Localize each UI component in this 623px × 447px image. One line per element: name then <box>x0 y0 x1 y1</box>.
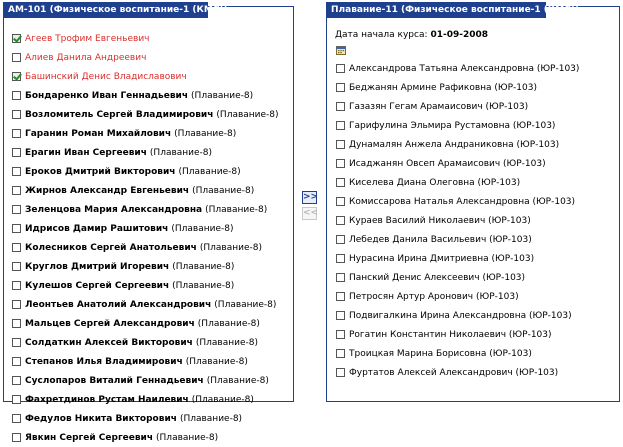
enrolled-student-row[interactable] <box>336 173 615 192</box>
student-checkbox[interactable] <box>12 262 21 271</box>
student-name: Возломитель Сергей Владимирович <box>25 109 214 120</box>
student-name: Башинский Денис Владиславович <box>25 71 187 82</box>
student-name: Алиев Данила Андреевич <box>25 52 147 63</box>
student-checkbox[interactable] <box>336 102 345 111</box>
student-checkbox[interactable] <box>12 129 21 138</box>
student-checkbox[interactable] <box>12 34 21 43</box>
student-row[interactable] <box>12 371 289 390</box>
student-row[interactable] <box>12 219 289 238</box>
enrolled-student-row[interactable] <box>336 287 615 306</box>
source-student-list <box>12 29 289 447</box>
student-row[interactable] <box>12 314 289 333</box>
student-name: Бондаренко Иван Геннадьевич <box>25 90 189 101</box>
student-name: Солдаткин Алексей Викторович <box>25 337 193 348</box>
student-row[interactable] <box>12 162 289 181</box>
student-row[interactable] <box>12 295 289 314</box>
student-checkbox[interactable] <box>12 91 21 100</box>
student-name: Круглов Дмитрий Игоревич <box>25 261 170 272</box>
student-checkbox[interactable] <box>336 64 345 73</box>
student-group: (Плавание-8) <box>206 375 269 386</box>
move-left-button[interactable]: << <box>303 208 319 218</box>
enrolled-student-name: Подвигалкина Ирина Александровна (ЮР-103) <box>349 310 572 321</box>
enrolled-student-name: Нурасина Ирина Дмитриевна (ЮР-103) <box>349 253 535 264</box>
student-group: (Плавание-8) <box>149 147 213 158</box>
enrolled-student-row[interactable] <box>336 154 615 173</box>
student-name: Кулешов Сергей Сергеевич <box>25 280 170 291</box>
student-group: (Плавание-8) <box>179 413 243 424</box>
student-checkbox[interactable] <box>12 357 21 366</box>
enrolled-student-name: Троицкая Марина Борисовна (ЮР-103) <box>349 348 532 359</box>
student-checkbox[interactable] <box>12 53 21 62</box>
student-row[interactable] <box>12 29 289 48</box>
student-row[interactable] <box>12 200 289 219</box>
student-group: (Плавание-8) <box>214 299 277 310</box>
enrolled-student-name: Исаджанян Овсеп Арамаисович (ЮР-103) <box>349 158 546 169</box>
student-name: Фахретдинов Рустам Наилевич <box>25 394 189 405</box>
course-start-date <box>335 30 488 40</box>
student-checkbox[interactable] <box>12 148 21 157</box>
student-checkbox[interactable] <box>336 140 345 149</box>
student-checkbox[interactable] <box>336 330 345 339</box>
student-checkbox[interactable] <box>336 254 345 263</box>
enrolled-student-row[interactable] <box>336 230 615 249</box>
student-row[interactable] <box>12 276 289 295</box>
student-checkbox[interactable] <box>336 178 345 187</box>
student-checkbox[interactable] <box>336 349 345 358</box>
student-checkbox[interactable] <box>12 167 21 176</box>
student-group: (Плавание-8) <box>172 261 235 272</box>
course-start-date-value: 01-09-2008 <box>430 30 489 40</box>
student-checkbox[interactable] <box>336 216 345 225</box>
student-name: Агеев Трофим Евгеньевич <box>25 33 150 44</box>
student-name: Мальцев Сергей Александрович <box>25 318 195 329</box>
student-name: Ерагин Иван Сергеевич <box>25 147 147 158</box>
student-checkbox[interactable] <box>336 83 345 92</box>
student-row[interactable] <box>12 333 289 352</box>
enrolled-student-row[interactable] <box>336 97 615 116</box>
enrolled-student-row[interactable] <box>336 249 615 268</box>
student-checkbox[interactable] <box>12 433 21 442</box>
student-group: (Плавание-8) <box>171 223 234 234</box>
enrolled-student-name: Александрова Татьяна Александровна (ЮР-103) <box>349 63 580 74</box>
enrolled-student-row[interactable] <box>336 363 615 382</box>
student-group: (Плавание-8) <box>185 356 248 367</box>
source-group-title: АМ-101 (Физическое воспитание-1 (КМС)) <box>3 2 208 18</box>
student-checkbox[interactable] <box>336 292 345 301</box>
student-checkbox[interactable] <box>12 205 21 214</box>
target-student-list <box>336 59 615 382</box>
student-name: Ероков Дмитрий Викторович <box>25 166 176 177</box>
enrolled-student-name: Кураев Василий Николаевич (ЮР-103) <box>349 215 531 226</box>
student-group: (Плавание-8) <box>205 204 268 215</box>
enrolled-student-row[interactable] <box>336 59 615 78</box>
student-checkbox[interactable] <box>12 72 21 81</box>
student-checkbox[interactable] <box>336 159 345 168</box>
target-group-panel <box>326 6 620 402</box>
student-row[interactable] <box>12 86 289 105</box>
enrolled-student-row[interactable] <box>336 211 615 230</box>
student-row[interactable] <box>12 67 289 86</box>
student-group: (Плавание-8) <box>191 90 254 101</box>
student-checkbox[interactable] <box>12 224 21 233</box>
student-group: (Плавание-8) <box>197 318 260 329</box>
enrolled-student-name: Петросян Артур Аронович (ЮР-103) <box>349 291 519 302</box>
student-group: (Плавание-8) <box>216 109 279 120</box>
student-checkbox[interactable] <box>12 110 21 119</box>
enrolled-student-name: Панский Денис Алексеевич (ЮР-103) <box>349 272 526 283</box>
student-group: (Плавание-8) <box>195 337 258 348</box>
enrolled-student-row[interactable] <box>336 325 615 344</box>
student-row[interactable] <box>12 257 289 276</box>
enrolled-student-name: Гарифулина Эльмира Рустамовна (ЮР-103) <box>349 120 556 131</box>
enrolled-student-name: Лебедев Данила Васильевич (ЮР-103) <box>349 234 532 245</box>
course-start-date-label: Дата начала курса: <box>335 30 428 40</box>
student-name: Леонтьев Анатолий Александрович <box>25 299 212 310</box>
student-row[interactable] <box>12 105 289 124</box>
student-checkbox[interactable] <box>12 319 21 328</box>
student-name: Идрисов Дамир Рашитович <box>25 223 169 234</box>
student-group: (Плавание-8) <box>199 242 262 253</box>
student-row[interactable] <box>12 238 289 257</box>
student-checkbox[interactable] <box>336 311 345 320</box>
student-row[interactable] <box>12 143 289 162</box>
student-checkbox[interactable] <box>336 273 345 282</box>
enrolled-student-row[interactable] <box>336 116 615 135</box>
student-name: Гаранин Роман Михайлович <box>25 128 172 139</box>
student-checkbox[interactable] <box>12 338 21 347</box>
student-name: Колесников Сергей Анатольевич <box>25 242 197 253</box>
student-group: (Плавание-8) <box>191 394 254 405</box>
student-group: (Плавание-8) <box>172 280 235 291</box>
student-row[interactable] <box>12 181 289 200</box>
enrolled-student-name: Киселева Диана Олеговна (ЮР-103) <box>349 177 521 188</box>
enrolled-student-row[interactable] <box>336 78 615 97</box>
enrolled-student-name: Фуртатов Алексей Александрович (ЮР-103) <box>349 367 559 378</box>
student-name: Явкин Сергей Сергеевич <box>25 432 154 443</box>
student-name: Степанов Илья Владимирович <box>25 356 183 367</box>
enrolled-student-name: Рогатин Константин Николаевич (ЮР-103) <box>349 329 552 340</box>
student-row[interactable] <box>12 390 289 409</box>
student-checkbox[interactable] <box>12 281 21 290</box>
target-group-title: Плавание-11 (Физическое воспитание-1 (КМС)) <box>326 2 546 18</box>
student-checkbox[interactable] <box>12 243 21 252</box>
student-group: (Плавание-8) <box>178 166 241 177</box>
enrolled-student-name: Беджанян Армине Рафиковна (ЮР-103) <box>349 82 537 93</box>
enrolled-student-row[interactable] <box>336 306 615 325</box>
enrolled-student-row[interactable] <box>336 192 615 211</box>
student-row[interactable] <box>12 428 289 447</box>
student-group: (Плавание-8) <box>192 185 255 196</box>
move-right-button[interactable]: >> <box>303 192 319 202</box>
enrolled-student-row[interactable] <box>336 268 615 287</box>
student-checkbox[interactable] <box>12 395 21 404</box>
student-checkbox[interactable] <box>336 121 345 130</box>
student-row[interactable] <box>12 409 289 428</box>
calendar-icon[interactable] <box>336 45 346 55</box>
student-checkbox[interactable] <box>12 186 21 195</box>
student-group: (Плавание-8) <box>156 432 219 443</box>
student-checkbox[interactable] <box>336 197 345 206</box>
student-row[interactable] <box>12 48 289 67</box>
source-group-panel <box>3 5 294 443</box>
student-checkbox[interactable] <box>336 235 345 244</box>
enrolled-student-row[interactable] <box>336 135 615 154</box>
student-name: Суслопаров Виталий Геннадьевич <box>25 375 204 386</box>
student-name: Жирнов Александр Евгеньевич <box>25 185 190 196</box>
student-name: Зеленцова Мария Александровна <box>25 204 203 215</box>
student-name: Федулов Никита Викторович <box>25 413 177 424</box>
student-group: (Плавание-8) <box>174 128 237 139</box>
enrolled-student-name: Дунамалян Анжела Андраниковна (ЮР-103) <box>349 139 560 150</box>
student-checkbox[interactable] <box>12 414 21 423</box>
enrolled-student-name: Газазян Гегам Арамаисович (ЮР-103) <box>349 101 529 112</box>
student-row[interactable] <box>12 352 289 371</box>
student-checkbox[interactable] <box>12 376 21 385</box>
student-row[interactable] <box>12 124 289 143</box>
student-checkbox[interactable] <box>12 300 21 309</box>
enrolled-student-row[interactable] <box>336 344 615 363</box>
enrolled-student-name: Комиссарова Наталья Александровна (ЮР-103) <box>349 196 576 207</box>
student-checkbox[interactable] <box>336 368 345 377</box>
